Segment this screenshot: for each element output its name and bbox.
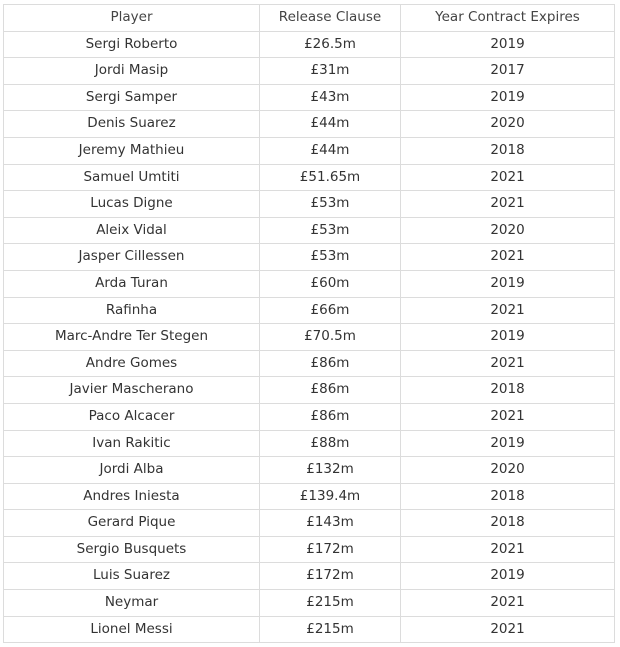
player-cell: Sergi Roberto xyxy=(4,31,260,58)
release-clause-cell: £53m xyxy=(260,191,401,218)
player-cell: Lucas Digne xyxy=(4,191,260,218)
release-clause-table-container xyxy=(3,4,614,644)
contract-expiry-cell: 2021 xyxy=(401,297,615,324)
table-row xyxy=(4,111,615,138)
table-row xyxy=(4,350,615,377)
contract-expiry-cell: 2017 xyxy=(401,58,615,85)
player-cell: Jordi Masip xyxy=(4,58,260,85)
release-clause-cell: £26.5m xyxy=(260,31,401,58)
table-row xyxy=(4,457,615,484)
release-clause-cell: £43m xyxy=(260,84,401,111)
release-clause-cell: £60m xyxy=(260,270,401,297)
release-clause-cell: £139.4m xyxy=(260,483,401,510)
contract-expiry-cell: 2019 xyxy=(401,563,615,590)
release-clause-cell: £143m xyxy=(260,510,401,537)
table-header-row xyxy=(4,5,615,32)
table-row xyxy=(4,297,615,324)
header-player: Player xyxy=(4,5,260,32)
player-cell: Luis Suarez xyxy=(4,563,260,590)
player-cell: Jordi Alba xyxy=(4,457,260,484)
header-year-contract-expires: Year Contract Expires xyxy=(401,5,615,32)
contract-expiry-cell: 2018 xyxy=(401,137,615,164)
table-row xyxy=(4,536,615,563)
player-cell: Gerard Pique xyxy=(4,510,260,537)
contract-expiry-cell: 2021 xyxy=(401,536,615,563)
player-cell: Neymar xyxy=(4,590,260,617)
contract-expiry-cell: 2020 xyxy=(401,217,615,244)
table-row xyxy=(4,616,615,643)
table-row xyxy=(4,483,615,510)
release-clause-cell: £172m xyxy=(260,536,401,563)
contract-expiry-cell: 2021 xyxy=(401,191,615,218)
player-cell: Sergi Samper xyxy=(4,84,260,111)
player-cell: Paco Alcacer xyxy=(4,403,260,430)
table-row xyxy=(4,377,615,404)
table-row xyxy=(4,430,615,457)
contract-expiry-cell: 2019 xyxy=(401,430,615,457)
contract-expiry-cell: 2019 xyxy=(401,324,615,351)
table-row xyxy=(4,31,615,58)
player-cell: Andre Gomes xyxy=(4,350,260,377)
release-clause-cell: £215m xyxy=(260,590,401,617)
release-clause-cell: £51.65m xyxy=(260,164,401,191)
contract-expiry-cell: 2019 xyxy=(401,84,615,111)
table-row xyxy=(4,324,615,351)
table-row xyxy=(4,137,615,164)
player-cell: Javier Mascherano xyxy=(4,377,260,404)
release-clause-cell: £44m xyxy=(260,137,401,164)
release-clause-cell: £31m xyxy=(260,58,401,85)
player-cell: Andres Iniesta xyxy=(4,483,260,510)
contract-expiry-cell: 2021 xyxy=(401,164,615,191)
player-cell: Rafinha xyxy=(4,297,260,324)
release-clause-cell: £86m xyxy=(260,403,401,430)
release-clause-cell: £53m xyxy=(260,217,401,244)
table-row xyxy=(4,58,615,85)
table-row xyxy=(4,563,615,590)
table-row xyxy=(4,164,615,191)
table-row xyxy=(4,403,615,430)
player-cell: Jasper Cillessen xyxy=(4,244,260,271)
contract-expiry-cell: 2019 xyxy=(401,31,615,58)
contract-expiry-cell: 2021 xyxy=(401,350,615,377)
table-row xyxy=(4,84,615,111)
table-row xyxy=(4,510,615,537)
release-clause-cell: £215m xyxy=(260,616,401,643)
player-cell: Lionel Messi xyxy=(4,616,260,643)
table-row xyxy=(4,244,615,271)
contract-expiry-cell: 2020 xyxy=(401,111,615,138)
player-cell: Samuel Umtiti xyxy=(4,164,260,191)
release-clause-cell: £70.5m xyxy=(260,324,401,351)
contract-expiry-cell: 2018 xyxy=(401,377,615,404)
release-clause-cell: £132m xyxy=(260,457,401,484)
contract-expiry-cell: 2021 xyxy=(401,244,615,271)
release-clause-table xyxy=(3,4,615,643)
table-body xyxy=(4,31,615,643)
player-cell: Aleix Vidal xyxy=(4,217,260,244)
release-clause-cell: £44m xyxy=(260,111,401,138)
contract-expiry-cell: 2019 xyxy=(401,270,615,297)
release-clause-cell: £66m xyxy=(260,297,401,324)
release-clause-cell: £172m xyxy=(260,563,401,590)
table-row xyxy=(4,590,615,617)
player-cell: Denis Suarez xyxy=(4,111,260,138)
player-cell: Sergio Busquets xyxy=(4,536,260,563)
player-cell: Marc-Andre Ter Stegen xyxy=(4,324,260,351)
table-row xyxy=(4,191,615,218)
player-cell: Arda Turan xyxy=(4,270,260,297)
contract-expiry-cell: 2021 xyxy=(401,616,615,643)
contract-expiry-cell: 2021 xyxy=(401,590,615,617)
contract-expiry-cell: 2021 xyxy=(401,403,615,430)
release-clause-cell: £53m xyxy=(260,244,401,271)
contract-expiry-cell: 2018 xyxy=(401,483,615,510)
release-clause-cell: £88m xyxy=(260,430,401,457)
table-row xyxy=(4,217,615,244)
contract-expiry-cell: 2018 xyxy=(401,510,615,537)
header-release-clause: Release Clause xyxy=(260,5,401,32)
contract-expiry-cell: 2020 xyxy=(401,457,615,484)
release-clause-cell: £86m xyxy=(260,377,401,404)
player-cell: Jeremy Mathieu xyxy=(4,137,260,164)
release-clause-cell: £86m xyxy=(260,350,401,377)
table-row xyxy=(4,270,615,297)
player-cell: Ivan Rakitic xyxy=(4,430,260,457)
